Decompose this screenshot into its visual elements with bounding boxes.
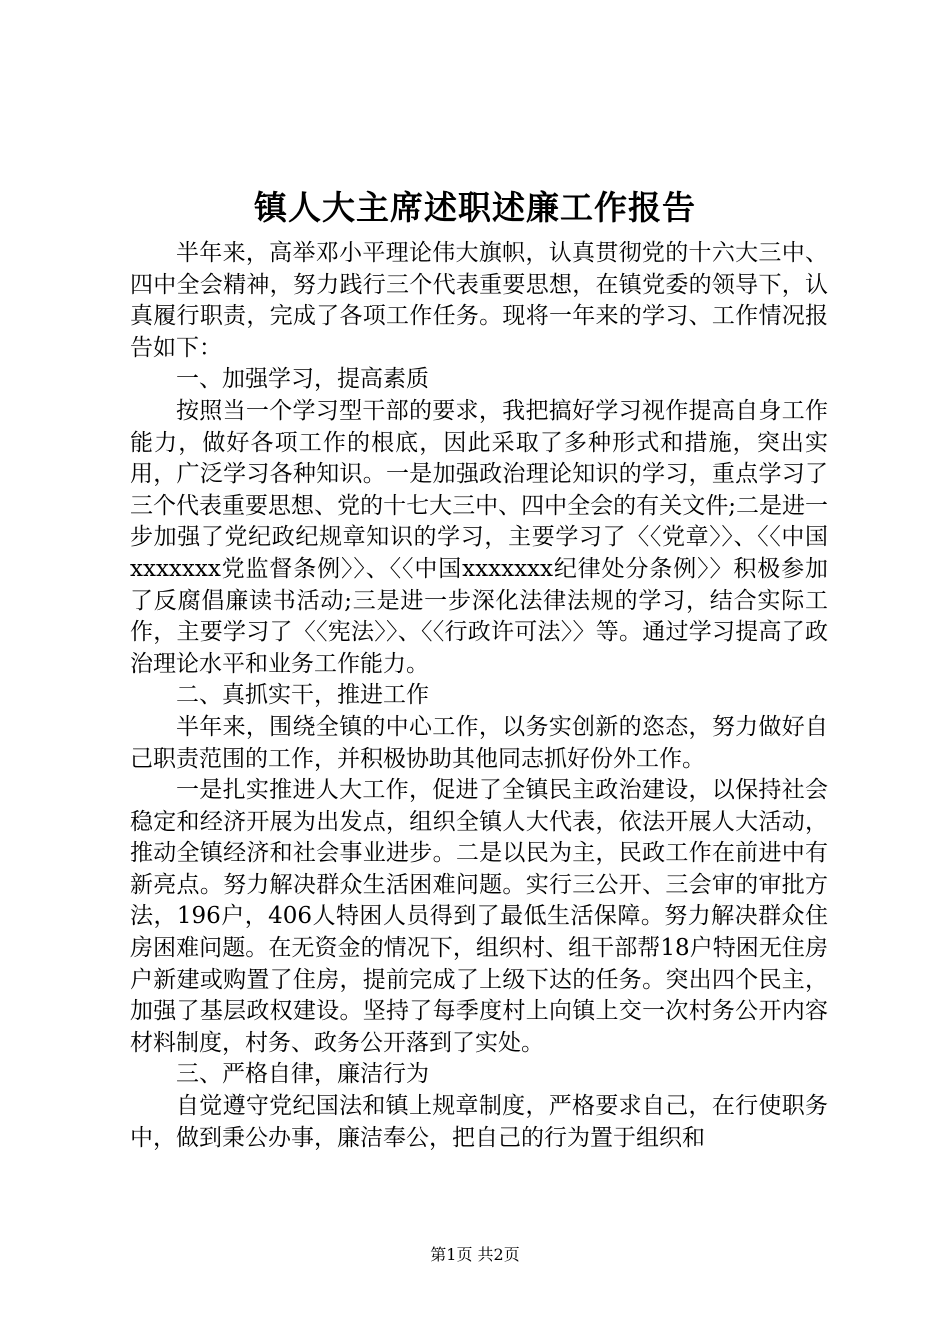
- section-2-paragraph-2: 一是扎实推进人大工作，促进了全镇民主政治建设，以保持社会稳定和经济开展为出发点，组织全镇人大代表，依法开展人大活动，推动全镇经济和社会事业进步。二是以民为主，民政工作在前进中有新亮点。努力解决群众生活困难问题。实行三公开、三会审的审批方法，196户，406人特困人员得到了最低生活保障。努力解决群众住房困难问题。在无资金的情况下，组织村、组干部帮18户特困无住房户新建或购置了住房，提前完成了上级下达的任务。突出四个民主，加强了基层政权建设。坚持了每季度村上向镇上交一次村务公开内容材料制度，村务、政务公开落到了实处。: [130, 777, 828, 1056]
- section-3-paragraph-1: 自觉遵守党纪国法和镇上规章制度，严格要求自己，在行使职务中，做到秉公办事，廉洁奉公，把自己的行为置于组织和: [130, 1093, 828, 1151]
- section-heading-2: 二、真抓实干，推进工作: [176, 682, 429, 709]
- section-2-paragraph-1: 半年来，围绕全镇的中心工作，以务实创新的恣态，努力做好自己职责范围的工作，并积极协助其他同志抓好份外工作。: [130, 713, 828, 772]
- section-1-paragraph-1: 按照当一个学习型干部的要求，我把搞好学习视作提高自身工作能力，做好各项工作的根底，因此采取了多种形式和措施，突出实用，广泛学习各种知识。一是加强政治理论知识的学习，重点学习了三个代表重要思想、党的十七大三中、四中全会的有关文件;二是进一步加强了党纪政纪规章知识的学习，主要学习了〈〈党章〉〉、〈〈中国xxxxxxx党监督条例〉〉、〈〈中国xxxxxxx纪律处分条例〉〉积极参加了反腐倡廉读书活动;三是进一步深化法律法规的学习，结合实际工作，主要学习了〈〈宪法〉〉、〈〈行政许可法〉〉等。通过学习提高了政治理论水平和业务工作能力。: [130, 397, 828, 677]
- page-number-footer: 第1页 共2页: [430, 1245, 520, 1264]
- section-heading-3: 三、严格自律，廉洁行为: [176, 1061, 429, 1088]
- document-body: [130, 238, 828, 1154]
- section-heading-1: 一、加强学习，提高素质: [176, 366, 429, 393]
- document-title: 镇人大主席述职述廉工作报告: [254, 188, 696, 227]
- intro-paragraph: 半年来，高举邓小平理论伟大旗帜，认真贯彻党的十六大三中、四中全会精神，努力践行三个代表重要思想，在镇党委的领导下，认真履行职责，完成了各项工作任务。现将一年来的学习、工作情况报告如下：: [130, 240, 828, 361]
